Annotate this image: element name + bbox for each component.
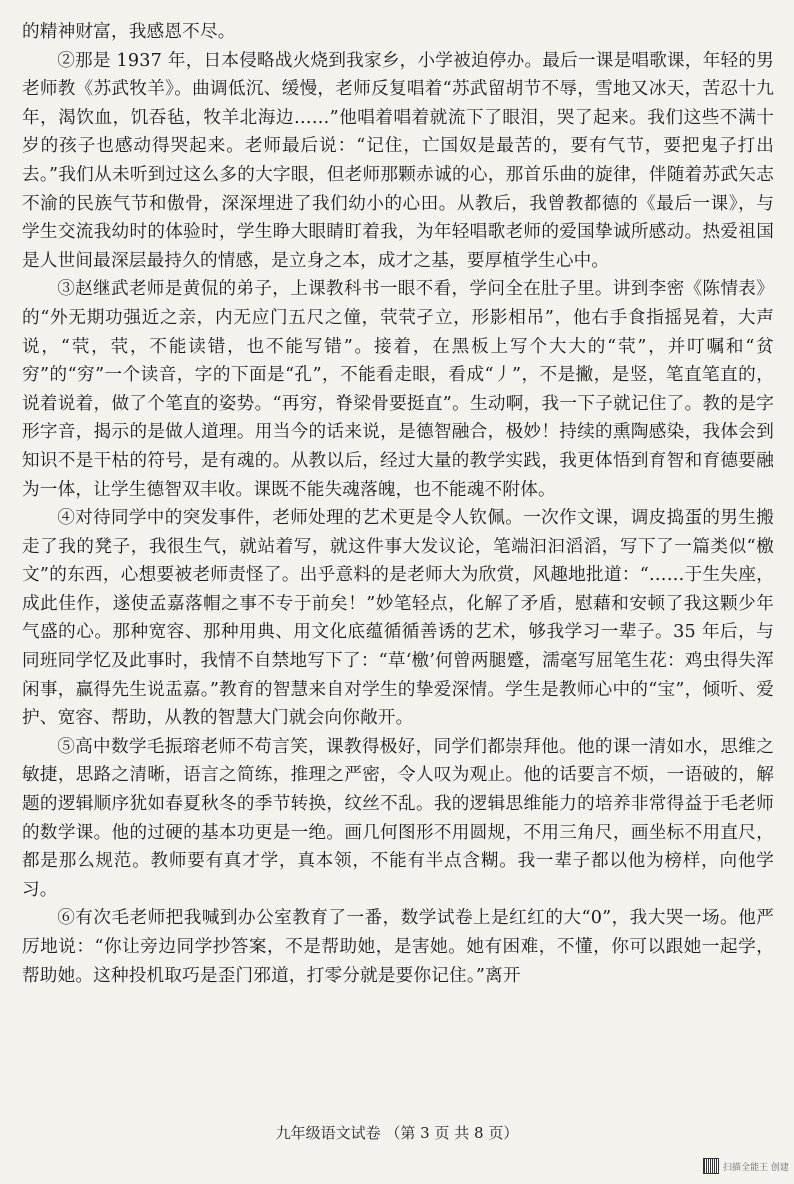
- qr-code-icon: [703, 1158, 719, 1174]
- paragraph-4: ④对待同学中的突发事件，老师处理的艺术更是令人钦佩。一次作文课，调皮捣蛋的男生搬走了我的凳子，我很生气，就站着写，就这件事大发议论，笔端汩汩滔滔，写下了一篇类似“檄文”的东西，心想要被老师责怪了。出乎意料的是老师大为欣赏，风趣地批道：“……于生失座，成此佳作，遂使孟嘉落帽之事不专于前矣！”妙笔轻点，化解了矛盾，慰藉和安顿了我这颗少年气盛的心。那种宽容、那种用典、用文化底蕴循循善诱的艺术，够我学习一辈子。35 年后，与同班同学忆及此事时，我情不自禁地写下了：“草‘檄’何曾两腿蹙，濡毫写屈笔生花：鸡虫得失浑闲事，赢得先生说盂嘉。”教育的智慧来自对学生的挚爱深情。学生是教师心中的“宝”，倾听、爱护、宽容、帮助，从教的智慧大门就会向你敞开。: [22, 508, 774, 729]
- page-footer: 九年级语文试卷 （第 3 页 共 8 页）: [275, 1124, 519, 1142]
- paragraph-5: ⑤高中数学毛振瑢老师不苟言笑，课教得极好，同学们都崇拜他。他的课一清如水，思维之敏捷，思路之清晰，语言之简练，推理之严密，令人叹为观止。他的话要言不烦，一语破的，解题的逻辑顺序犹如春夏秋冬的季节转换，纹丝不乱。我的逻辑思维能力的培养非常得益于毛老师的数学课。他的过硬的基本功更是一绝。画几何图形不用圆规，不用三角尺，画坐标不用直尺，都是那么规范。教师要有真才学，真本领，不能有半点含糊。我一辈子都以他为榜样，向他学习。: [22, 736, 774, 900]
- paragraph-2: ②那是 1937 年，日本侵略战火烧到我家乡，小学被迫停办。最后一课是唱歌课，年轻的男老师教《苏武牧羊》。曲调低沉、缓慢，老师反复唱着“苏武留胡节不辱，雪地又冰天，苦忍十九年，渴饮血，饥吞毡，牧羊北海边……”他唱着唱着就流下了眼泪，哭了起来。我们这些不满十岁的孩子也感动得哭起来。老师最后说：“记住，亡国奴是最苦的，要有气节，要把鬼子打出去。”我们从未听到过这么多的大字眼，但老师那颗赤诚的心，那首乐曲的旋律，伴随着苏武矢志不渝的民族气节和傲骨，深深埋进了我们幼小的心田。从教后，我曾教都德的《最后一课》，与学生交流我幼时的体验时，学生睁大眼睛盯着我，为年轻唱歌老师的爱国挚诚所感动。热爱祖国是人世间最深层最持久的情感，是立身之本，成才之基，要厚植学生心中。: [22, 50, 774, 271]
- scanner-watermark: [703, 1157, 789, 1175]
- paragraph-3: ③赵继武老师是黄侃的弟子，上课教科书一眼不看，学问全在肚子里。讲到李密《陈情表》的“外无期功强近之亲，内无应门五尺之僮，茕茕孑立，形影相吊”，他右手食指摇晃着，大声说，“茕，茕，不能读错，也不能写错”。接着，在黑板上写个大大的“茕”，并叮嘱和“贫穷”的“穷”一个读音，字的下面是“孔”，不能看走眼，看成“丿”，不是撇，是竖，笔直笔直的，说着说着，做了个笔直的姿势。“再穷，脊梁骨要挺直”。生动啊，我一下子就记住了。教的是字形字音，揭示的是做人道理。用当今的话来说，是德智融合，极妙！持续的熏陶感染，我体会到知识不是干枯的符号，是有魂的。从教以后，经过大量的教学实践，我更体悟到育智和育德要融为一体，让学生德智双丰收。课既不能失魂落魄，也不能魂不附体。: [22, 279, 774, 500]
- paragraph-continuation: 的精神财富，我感恩不尽。: [22, 22, 236, 42]
- paragraph-6: ⑥有次毛老师把我喊到办公室教育了一番，数学试卷上是红红的大“0”，我大哭一场。他严厉地说：“你让旁边同学抄答案，不是帮助她，是害她。她有困难，不懂，你可以跟她一起学，帮助她。这种投机取巧是歪门邪道，打零分就是要你记住。”离开: [22, 908, 774, 986]
- document-body: [22, 18, 774, 990]
- scanner-watermark-text: 扫描全能王 创建: [723, 1162, 789, 1173]
